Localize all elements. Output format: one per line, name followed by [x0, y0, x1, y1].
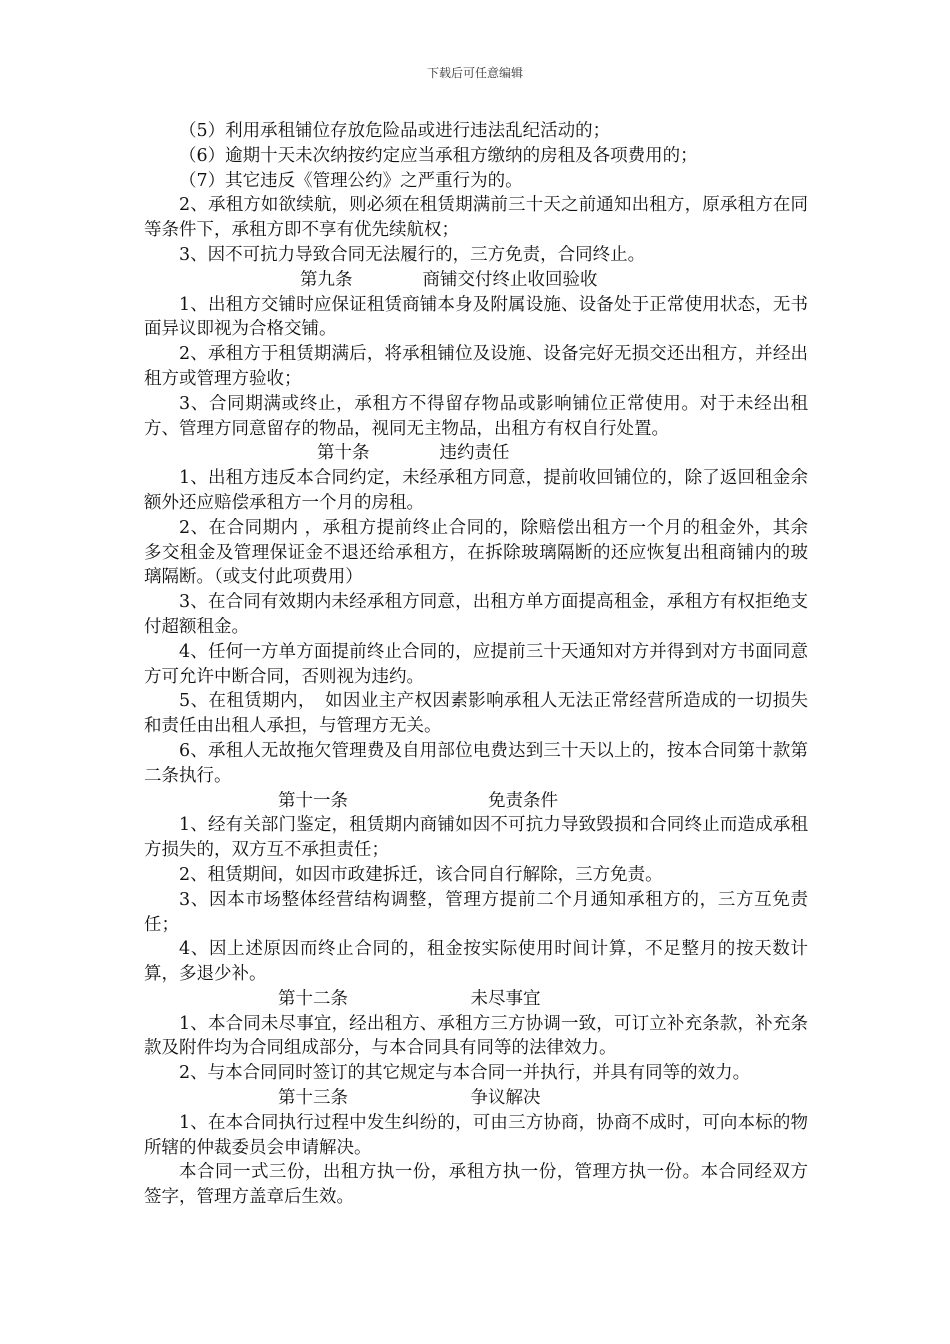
- clause-text: 6、承租人无故拖欠管理费及自用部位电费达到三十天以上的，按本合同第十款第二条执行。: [144, 740, 808, 786]
- clause-text: 3、因不可抗力导致合同无法履行的，三方免责，合同终止。: [179, 244, 646, 265]
- clause-text: 1、经有关部门鉴定，租赁期内商铺如因不可抗力导致毁损和合同终止而造成承租方损失的，双方互不承担责任；: [144, 815, 808, 861]
- section-heading: 第十三条 争议解决: [278, 1088, 541, 1109]
- section-heading: 第九条 商铺交付终止收回验收: [300, 269, 598, 290]
- section-heading: 第十一条 免责条件: [278, 790, 558, 811]
- clause-text: 2、租赁期间，如因市政建拆迁，该合同自行解除，三方免责。: [179, 864, 663, 885]
- clause-text: （7）其它违反《管理公约》之严重行为的。: [179, 170, 523, 191]
- clause-text: 本合同一式三份，出租方执一份，承租方执一份，管理方执一份。本合同经双方签字，管理方盖章后生效。: [144, 1162, 808, 1208]
- clause-text: （6）逾期十天未次纳按约定应当承租方缴纳的房租及各项费用的；: [179, 145, 698, 166]
- clause-text: 4、因上述原因而终止合同的，租金按实际使用时间计算，不足整月的按天数计算，多退少补。: [144, 939, 808, 985]
- clause-text: 5、在租赁期内， 如因业主产权因素影响承租人无法正常经营所造成的一切损失和责任由出租人承担，与管理方无关。: [144, 691, 808, 737]
- clause-text: 3、在合同有效期内未经承租方同意，出租方单方面提高租金，承租方有权拒绝支付超额租金。: [144, 592, 808, 637]
- clause-text: 4、任何一方单方面提前终止合同的，应提前三十天通知对方并得到对方书面同意方可允许中断合同，否则视为违约。: [144, 641, 808, 687]
- document-body: [144, 119, 808, 1210]
- section-heading: 第十二条 未尽事宜: [278, 988, 541, 1009]
- section-heading: 第十条 违约责任: [317, 443, 510, 464]
- clause-text: 3、因本市场整体经营结构调整，管理方提前二个月通知承租方的，三方互免责任；: [144, 889, 808, 935]
- clause-text: 2、承租方如欲续航，则必须在租赁期满前三十天之前通知出租方，原承租方在同等条件下，承租方即不享有优先续航权；: [144, 195, 808, 241]
- clause-text: 1、在本合同执行过程中发生纠纷的，可由三方协商，协商不成时，可向本标的物所辖的仲裁委员会申请解决。: [144, 1112, 808, 1158]
- clause-text: 1、出租方交铺时应保证租赁商铺本身及附属设施、设备处于正常使用状态，无书面异议即视为合格交铺。: [144, 294, 808, 340]
- clause-text: 2、与本合同同时签订的其它规定与本合同一并执行，并具有同等的效力。: [179, 1063, 751, 1084]
- clause-text: 2、在合同期内 ，承租方提前终止合同的，除赔偿出租方一个月的租金外，其余多交租金及管理保证金不退还给承租方，在拆除玻璃隔断的还应恢复出租商铺内的玻璃隔断。（或支付此项费用）: [144, 517, 808, 588]
- clause-text: 3、合同期满或终止，承租方不得留存物品或影响铺位正常使用。对于未经出租方、管理方同意留存的物品，视同无主物品，出租方有权自行处置。: [144, 393, 808, 439]
- clause-text: （5）利用承租铺位存放危险品或进行违法乱纪活动的；: [179, 121, 611, 141]
- clause-text: 2、承租方于租赁期满后，将承租铺位及设施、设备完好无损交还出租方，并经出租方或管理方验收；: [144, 344, 808, 389]
- clause-text: 1、本合同未尽事宜，经出租方、承租方三方协调一致，可订立补充条款，补充条款及附件均为合同组成部分，与本合同具有同等的法律效力。: [144, 1013, 808, 1059]
- page-header: 下载后可任意编辑: [426, 66, 523, 80]
- clause-text: 1、出租方违反本合同约定，未经承租方同意，提前收回铺位的，除了返回租金余额外还应赔偿承租方一个月的房租。: [144, 468, 808, 513]
